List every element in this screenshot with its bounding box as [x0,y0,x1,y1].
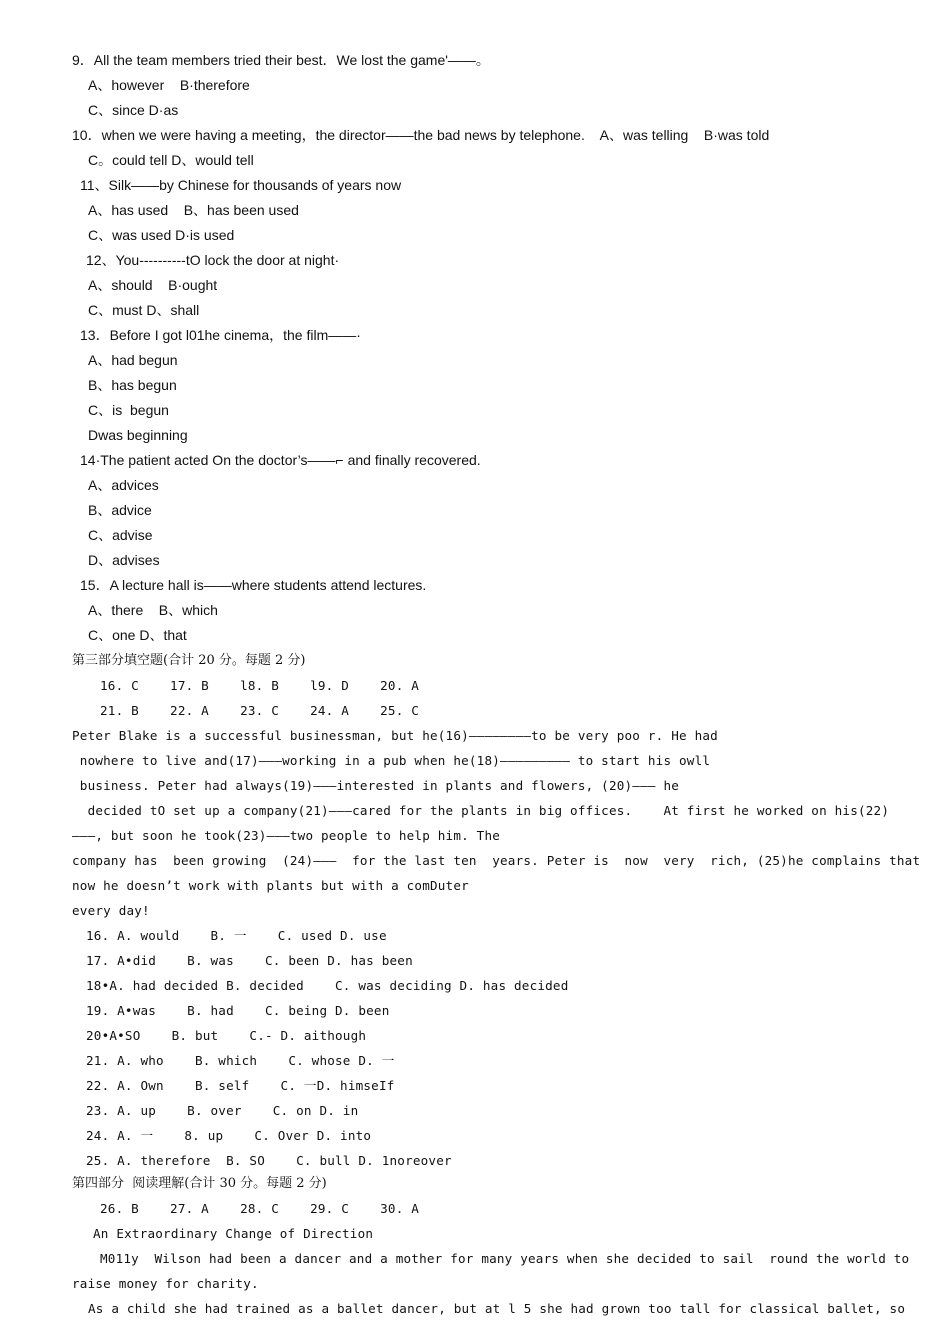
reading-title: An Extraordinary Change of Direction [93,1226,374,1241]
cloze-option-22: 22. A. Own B. self C. 一D. himseIf [86,1078,395,1093]
question-9-options-ab: A、however B·therefore [88,77,250,93]
passage-line: ———, but soon he took(23)———two people to help him. The [72,828,501,843]
part3-heading: 第三部分填空题(合计 20 分。每题 2 分) [72,653,306,668]
question-15-options-cd: C、one D、that [88,627,187,643]
question-11-options-ab: A、has used B、has been used [88,202,299,218]
cloze-option-23: 23. A. up B. over C. on D. in [86,1103,359,1118]
reading-line: As a child she had trained as a ballet dancer, but at l 5 she had grown too tall for classical ballet, so [88,1301,906,1316]
question-15: 15．A lecture hall is——where students attend lectures. [80,577,427,593]
question-13-option-d: Dwas beginning [88,427,188,443]
part4-answers-row: 26. B 27. A 28. C 29. C 30. A [100,1201,420,1216]
question-9-options-cd: C、since D·as [88,102,179,118]
passage-line: decided tO set up a company(21)———cared for the plants in big offices. At first he worked on his(22) [72,803,890,818]
cloze-option-21: 21. A. who B. which C. whose D. 一 [86,1053,395,1068]
question-13: 13．Before I got l01he cinema，the film——· [80,327,361,343]
cloze-option-18: 18•A. had decided B. decided C. was deciding D. has decided [86,978,569,993]
cloze-option-19: 19. A•was B. had C. being D. been [86,1003,390,1018]
question-10-options-cd: C。could tell D、would tell [88,152,254,168]
part3-answers-row-1: 16. C 17. B l8. B l9. D 20. A [100,678,420,693]
question-14-option-a: A、advices [88,477,159,493]
reading-line: M011y Wilson had been a dancer and a mother for many years when she decided to sail round the world to [100,1251,910,1266]
passage-line: Peter Blake is a successful businessman, but he(16)————————to be very poo r. He had [72,728,718,743]
question-15-options-ab: A、there B、which [88,602,218,618]
cloze-option-16: 16. A. would B. 一 C. used D. use [86,928,387,943]
question-12: 12、You----------tO lock the door at night· [86,252,340,268]
cloze-option-25: 25. A. therefore B. SO C. bull D. 1noreover [86,1153,452,1168]
passage-line: every day! [72,903,150,918]
reading-line: raise money for charity. [72,1276,259,1291]
passage-line: now he doesn’t work with plants but with a comDuter [72,878,469,893]
cloze-option-20: 20•A•SO B. but C.- D. aithough [86,1028,367,1043]
passage-line: business. Peter had always(19)———interested in plants and flowers, (20)——— he [72,778,680,793]
passage-line: nowhere to live and(17)———working in a pub when he(18)————————— to start his owll [72,753,711,768]
question-12-options-cd: C、must D、shall [88,302,200,318]
question-14-option-b: B、advice [88,502,152,518]
part3-answers-row-2: 21. B 22. A 23. C 24. A 25. C [100,703,420,718]
question-9: 9．All the team members tried their best．We lost the game'——。 [72,52,490,68]
question-10: 10．when we were having a meeting，the director——the bad news by telephone. A、was telling B·was told [72,127,770,143]
question-13-option-c: C、is begun [88,402,169,418]
question-13-option-b: B、has begun [88,377,177,393]
question-14-option-c: C、advise [88,527,153,543]
question-14: 14·The patient acted On the doctor’s——⌐ and finally recovered. [80,452,481,468]
cloze-option-24: 24. A. 一 8. up C. Over D. into [86,1128,372,1143]
cloze-option-17: 17. A•did B. was C. been D. has been [86,953,413,968]
question-14-option-d: D、advises [88,552,160,568]
question-13-option-a: A、had begun [88,352,178,368]
question-11: 11、Silk——by Chinese for thousands of years now [80,177,402,193]
passage-line: company has been growing (24)——— for the last ten years. Peter is now very rich, (25)he complains that [72,853,921,868]
part4-heading: 第四部分 阅读理解(合计 30 分。每题 2 分) [72,1176,327,1191]
question-12-options-ab: A、should B·ought [88,277,218,293]
question-11-options-cd: C、was used D·is used [88,227,235,243]
